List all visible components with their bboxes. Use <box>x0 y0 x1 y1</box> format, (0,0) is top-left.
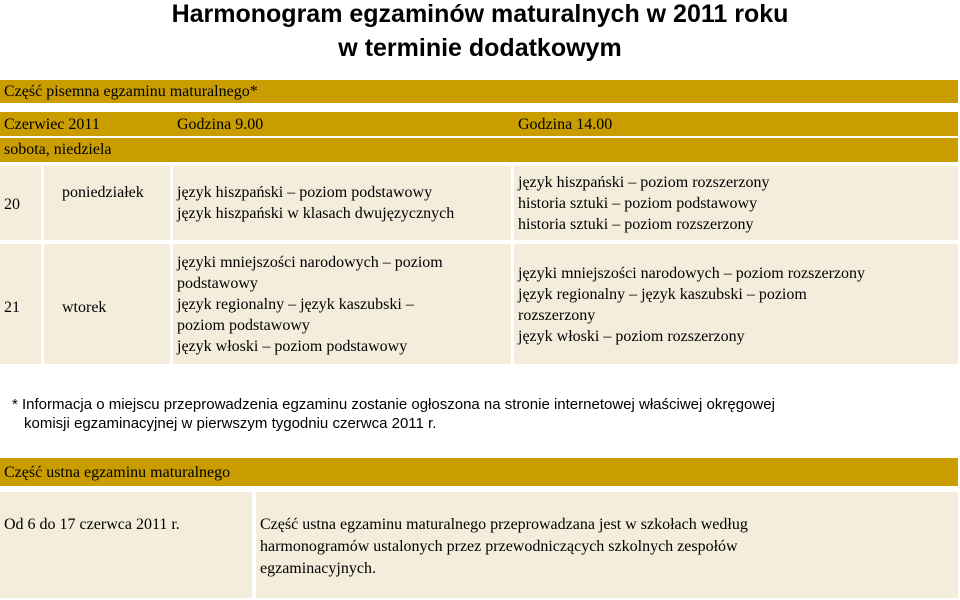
written-heading: Część pisemna egzaminu maturalnego* <box>4 83 258 100</box>
time-afternoon: Godzina 14.00 <box>518 116 613 133</box>
footnote: * Informacja o miejscu przeprowadzenia egzaminu zostanie ogłoszona na stronie internetowej właściwej okręgowej komisji egzaminacyjnej w pierwszym tygodniu czerwca 2011 r. <box>12 396 775 432</box>
oral-dates-cell <box>0 492 252 598</box>
row-20-morning: język hiszpański – poziom podstawowy język hiszpański w klasach dwujęzycznych <box>177 184 455 222</box>
oral-dates: Od 6 do 17 czerwca 2011 r. <box>4 516 180 533</box>
row-20-day: 20 <box>4 196 20 213</box>
page-title: Harmonogram egzaminów maturalnych w 2011 roku <box>171 0 789 28</box>
row-20-weekday: poniedziałek <box>62 184 144 201</box>
row-20-afternoon: język hiszpański – poziom rozszerzony historia sztuki – poziom podstawowy historia sztuki – poziom rozszerzony <box>518 174 770 233</box>
row-20-weekday-cell <box>44 166 170 240</box>
time-morning: Godzina 9.00 <box>177 116 264 133</box>
month-bar <box>0 112 958 136</box>
row-21-weekday: wtorek <box>62 299 107 316</box>
row-21-morning: języki mniejszości narodowych – poziom podstawowy język regionalny – język kaszubski – poziom podstawowy język włoski – poziom podstawowy <box>177 254 443 355</box>
weekend-bar <box>0 138 958 162</box>
row-21-day: 21 <box>4 299 20 316</box>
weekend-label: sobota, niedziela <box>4 141 112 158</box>
month-label: Czerwiec 2011 <box>4 116 100 133</box>
page-subtitle: w terminie dodatkowym <box>338 34 622 62</box>
oral-description: Część ustna egzaminu maturalnego przeprowadzana jest w szkołach według harmonogramów ustalonych przez przewodniczących szkolnych zespołów egzaminacyjnych. <box>260 516 748 577</box>
oral-heading: Część ustna egzaminu maturalnego <box>4 464 231 481</box>
row-21-afternoon: języki mniejszości narodowych – poziom rozszerzony język regionalny – język kaszubski – poziom rozszerzony język włoski – poziom rozszerzony <box>518 265 865 345</box>
